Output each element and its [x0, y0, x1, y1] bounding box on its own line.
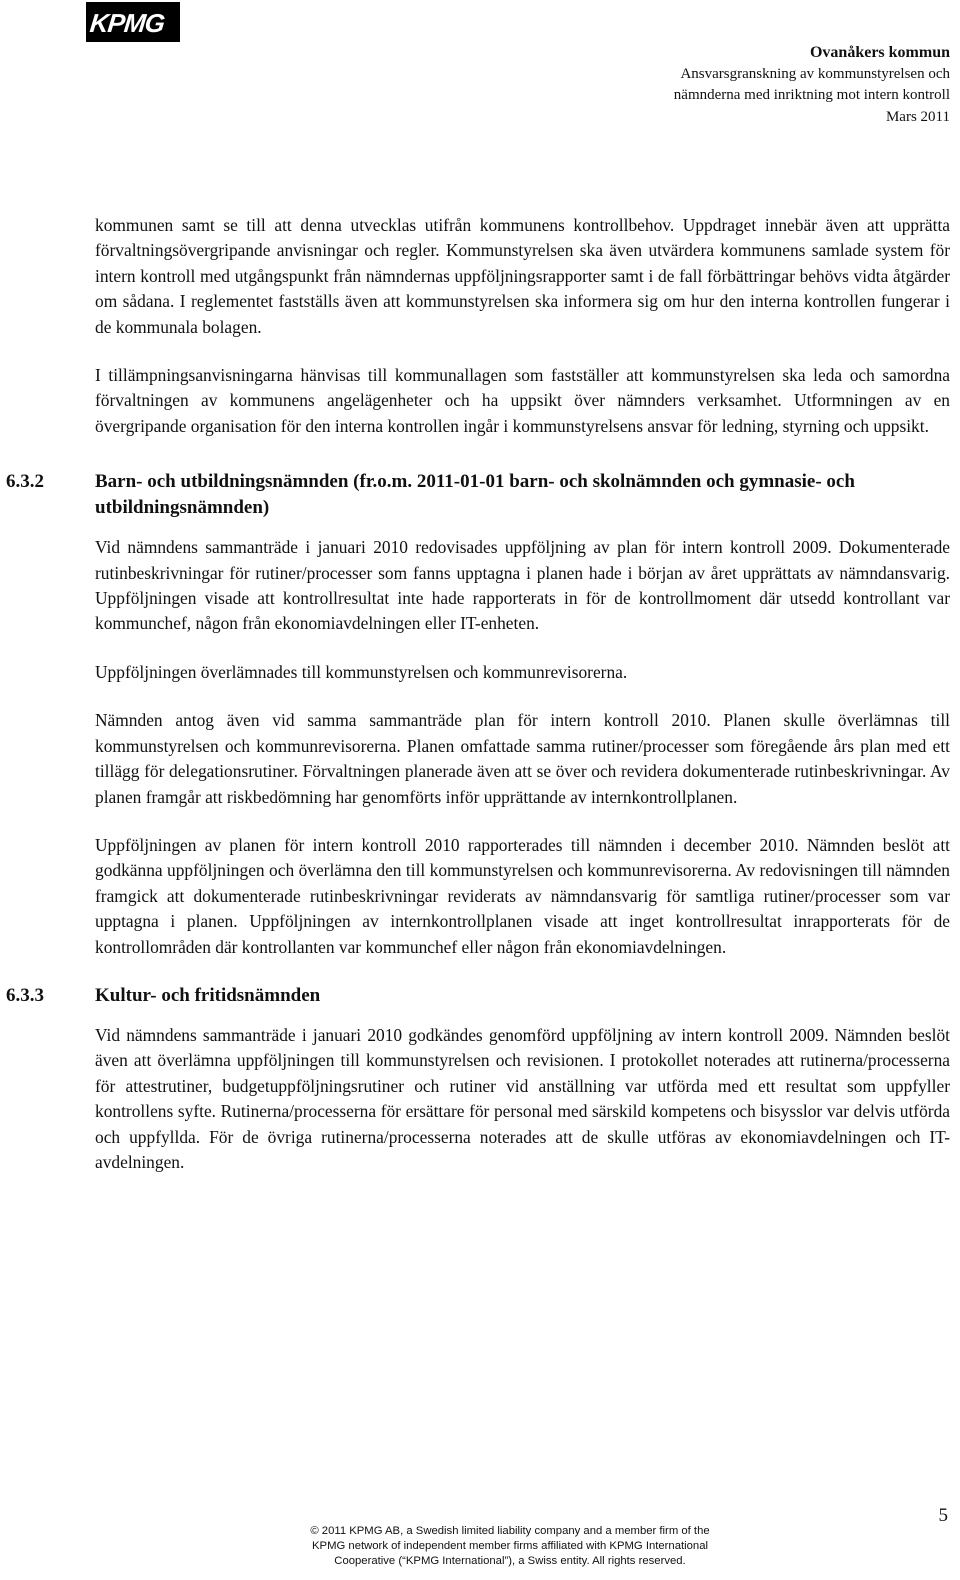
kpmg-logo — [86, 2, 180, 42]
header-date: Mars 2011 — [885, 108, 950, 125]
footer-line-1: © 2011 KPMG AB, a Swedish limited liability company and a member firm of the — [310, 1525, 710, 1537]
page-number: 5 — [938, 1505, 948, 1526]
header-organization: Ovanåkers kommun — [809, 44, 950, 61]
footer-line-2: KPMG network of independent member firms affiliated with KPMG International — [312, 1540, 708, 1552]
paragraph: kommunen samt se till att denna utvecklas utifrån kommunens kontrollbehov. Uppdraget innebär även att upprätta förvaltningsövergripande anvisningar och regler. Kommunstyrelsen ska även utvärdera kommunens samlade system för intern kontroll med utgångspunkt från nämndernas uppföljningsrapporter samt i de fall förbättringar behövs vidta åtgärder om sådana. I reglementet fastställs även att kommunstyrelsen ska informera sig om hur den interna kontrollen fungerar i de kommunala bolagen. — [95, 215, 950, 337]
paragraph: Nämnden antog även vid samma sammanträde plan för intern kontroll 2010. Planen skulle överlämnas till kommunstyrelsen och kommunrevisorerna. Planen omfattade samma rutiner/processer som föregående års plan med ett tillägg för delegationsrutiner. Förvaltningen planerade även att se över och revidera dokumenterade rutinbeskrivningar. Av planen framgår att riskbedömning har genomförts inför upprättande av internkontrollplanen. — [95, 710, 950, 807]
header-title-line-2: nämnderna med inriktning mot intern kontroll — [673, 87, 950, 103]
paragraph: Uppföljningen av planen för intern kontroll 2010 rapporterades till nämnden i december 2010. Nämnden beslöt att godkänna uppföljningen och överlämna den till kommunstyrelsen och kommunrevisorerna. Av redovisningen till nämnden framgick att dokumenterade rutinbeskrivningar reviderats av nämndansvarig för samtliga rutiner/processer som var upptagna i planen. Uppföljningen av internkontrollplanen visade att inget kontrollresultat inrapporterats för de kontrollområden där kontrollanten var kommunchef eller någon från ekonomiavdelningen. — [95, 834, 950, 957]
section-number: 6.3.2 — [6, 471, 44, 493]
footer-line-3: Cooperative (“KPMG International”), a Swiss entity. All rights reserved. — [334, 1555, 686, 1567]
document-body — [6, 213, 950, 1198]
paragraph: Uppföljningen överlämnades till kommunstyrelsen och kommunrevisorerna. — [95, 661, 628, 682]
logo-text: KPMG — [88, 8, 166, 38]
header-title-line-1: Ansvarsgranskning av kommunstyrelsen och — [680, 65, 950, 82]
paragraph: I tillämpningsanvisningarna hänvisas till kommunallagen som fastställer att kommunstyrelsen ska leda och samordna förvaltningen av kommunens angelägenheter och ha uppsikt över nämnders verksamhet. Utformningen av en övergripande organisation för den interna kontrollen ingår i kommunstyrelsens ansvar för ledning, styrning och uppsikt. — [95, 365, 950, 436]
section-number: 6.3.3 — [6, 984, 44, 1006]
copyright-footer — [250, 1524, 770, 1569]
section-heading — [6, 983, 950, 1009]
paragraph: Vid nämndens sammanträde i januari 2010 godkändes genomförd uppföljning av intern kontroll 2009. Nämnden beslöt även att överlämna uppföljningen till kommunstyrelsen och revisionen. I protokollet noterades att rutinerna/processerna för attestrutiner, budgetuppföljningsrutiner och rutiner vid anställning var utförda med ett resultat som uppfyller kontrollens syfte. Rutinerna/processerna för ersättare för personal med särskild kompetens och bisysslor var delvis utförda och uppfyllda. För de övriga rutinerna/processerna noterades att de skulle utföras av ekonomiavdelningen och IT-avdelningen. — [95, 1024, 950, 1172]
section-title: Kultur- och fritidsnämnden — [95, 984, 321, 1006]
document-header — [530, 42, 950, 128]
paragraph: Vid nämndens sammanträde i januari 2010 redovisades uppföljning av plan för intern kontroll 2009. Dokumenterade rutinbeskrivningar för rutiner/processer som fanns upptagna i planen hade i början av året upprättats av nämndansvarig. Uppföljningen visade att kontrollresultat inte hade rapporterats in för de kontrollmoment där utsedd kontrollant var kommunchef, någon från ekonomiavdelningen eller IT-enheten. — [95, 537, 950, 634]
section-heading — [6, 469, 950, 521]
section-title: Barn- och utbildningsnämnden (fr.o.m. 2011-01-01 barn- och skolnämnden och gymnasie- och utbildningsnämnden) — [95, 471, 855, 519]
